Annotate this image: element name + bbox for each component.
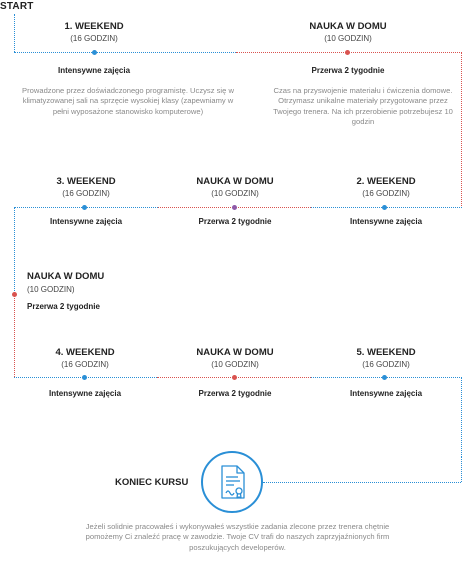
connector-week1 — [14, 52, 236, 53]
timeline-dot — [345, 50, 350, 55]
step-title: 2. WEEKEND — [356, 176, 416, 187]
step-title: NAUKA W DOMU — [196, 176, 274, 187]
step-hours: (10 GODZIN) — [324, 34, 372, 43]
timeline-dot — [82, 205, 87, 210]
step-subtitle: Intensywne zajęcia — [57, 66, 131, 75]
connector-to-end-h — [263, 482, 461, 483]
timeline-dot — [232, 205, 237, 210]
step-subtitle: Przerwa 2 tygodnie — [198, 217, 272, 226]
step-title: NAUKA W DOMU — [27, 271, 105, 282]
connector-left-down-2 — [14, 295, 15, 377]
step-title: 5. WEEKEND — [356, 347, 416, 358]
step-hours: (16 GODZIN) — [62, 189, 110, 198]
step-hours: (10 GODZIN) — [27, 285, 75, 294]
timeline-dot — [382, 205, 387, 210]
step-hours: (10 GODZIN) — [211, 189, 259, 198]
certificate-icon — [203, 453, 261, 511]
step-subtitle: Intensywne zajęcia — [48, 389, 122, 398]
step-title: NAUKA W DOMU — [196, 347, 274, 358]
end-title: KONIEC KURSU — [115, 477, 189, 488]
timeline-dot — [12, 292, 17, 297]
end-description: Jeżeli solidnie pracowałeś i wykonywałeś wszystkie zadania zlecone przez trenera chętnie pomożemy Ci znaleźć pracę w zawodzie. Twoje CV trafi do naszych zaprzyjaźnionych firm poszukujących developerów. — [85, 522, 390, 552]
step-hours: (16 GODZIN) — [70, 34, 118, 43]
timeline-dot — [232, 375, 237, 380]
connector-left-down-1 — [14, 207, 15, 295]
timeline-dot — [82, 375, 87, 380]
timeline-dot — [92, 50, 97, 55]
step-subtitle: Przerwa 2 tygodnie — [27, 302, 100, 311]
step-subtitle: Intensywne zajęcia — [349, 217, 423, 226]
connector-start-down — [14, 14, 15, 52]
connector-right-down — [461, 52, 462, 208]
step-hours: (16 GODZIN) — [362, 360, 410, 369]
step-hours: (16 GODZIN) — [61, 360, 109, 369]
step-subtitle: Intensywne zajęcia — [49, 217, 123, 226]
step-description: Prowadzone przez doświadczonego programistę. Uczysz się w klimatyzowanej sali na sprzęcie wysokiej klasy (zapewniamy w pełni wyposażone stanowisko komputerowe) — [22, 86, 234, 116]
timeline-dot — [382, 375, 387, 380]
step-title: 4. WEEKEND — [55, 347, 115, 358]
step-description: Czas na przyswojenie materiału i ćwiczenia domowe. Otrzymasz unikalne materiały przygotowane przez Twojego trenera. Na ich przerobienie potrzebujesz 10 godzin — [273, 86, 453, 127]
step-subtitle: Intensywne zajęcia — [349, 389, 423, 398]
step-hours: (16 GODZIN) — [362, 189, 410, 198]
connector-right-end-2 — [461, 457, 462, 482]
step-hours: (10 GODZIN) — [211, 360, 259, 369]
step-title: 1. WEEKEND — [64, 21, 124, 32]
step-title: NAUKA W DOMU — [309, 21, 387, 32]
step-subtitle: Przerwa 2 tygodnie — [311, 66, 385, 75]
step-subtitle: Przerwa 2 tygodnie — [198, 389, 272, 398]
end-circle — [201, 451, 263, 513]
connector-right-end-1 — [461, 377, 462, 457]
start-label: START — [0, 1, 34, 12]
step-title: 3. WEEKEND — [56, 176, 116, 187]
